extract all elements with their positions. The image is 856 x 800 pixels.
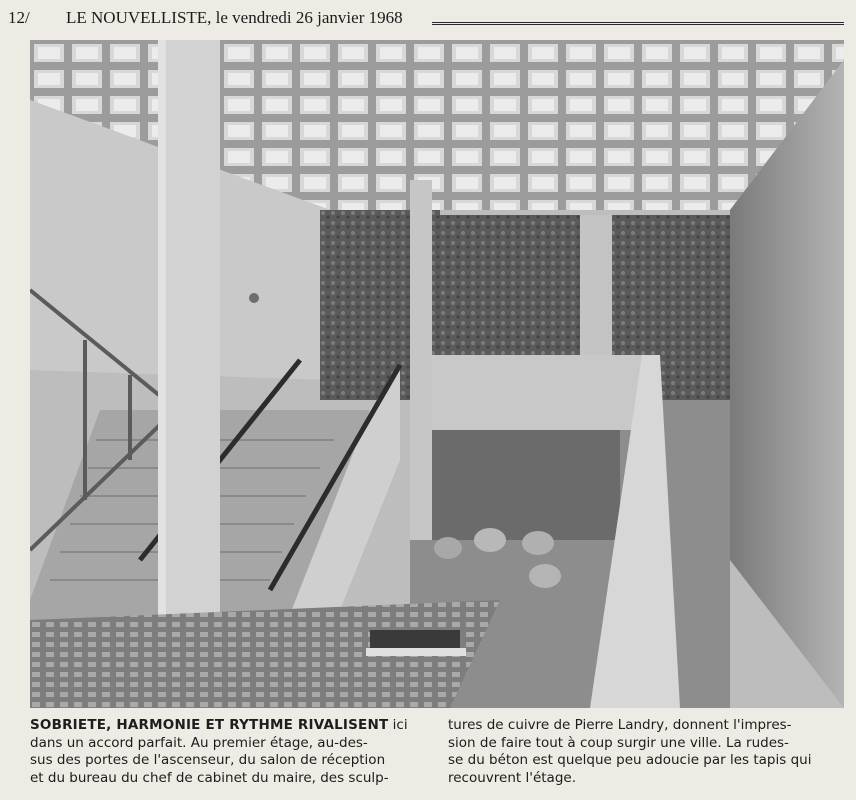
page-number: 12/	[8, 8, 30, 27]
interior-photograph	[30, 40, 844, 708]
caption-right-line-3: se du béton est quelque peu adoucie par les tapis qui	[448, 752, 812, 769]
masthead-title: LE NOUVELLISTE, le vendredi 26 janvier 1968	[66, 8, 403, 27]
photo-drawing	[30, 40, 844, 708]
header-rule	[432, 22, 844, 27]
caption-right-line-4: recouvrent l'étage.	[448, 769, 576, 786]
caption-left-line-1	[30, 717, 425, 735]
caption-left-line-2: dans un accord parfait. Au premier étage, au-des-	[30, 734, 368, 751]
caption-left-line-4: et du bureau du chef de cabinet du maire, des sculp-	[30, 769, 389, 786]
caption-left-column	[30, 717, 425, 787]
caption-left-line-3: sus des portes de l'ascenseur, du salon de réception	[30, 752, 386, 769]
caption-lead-rest: ici	[388, 717, 408, 733]
page-header	[0, 0, 856, 34]
caption-right-line-2: sion de faire tout à coup surgir une ville. La rudes-	[448, 734, 789, 751]
caption-right-line-1: tures de cuivre de Pierre Landry, donnent l'impres-	[448, 717, 792, 733]
caption-lead: SOBRIETE, HARMONIE ET RYTHME RIVALISENT	[30, 717, 389, 733]
caption-right-column	[448, 717, 843, 787]
